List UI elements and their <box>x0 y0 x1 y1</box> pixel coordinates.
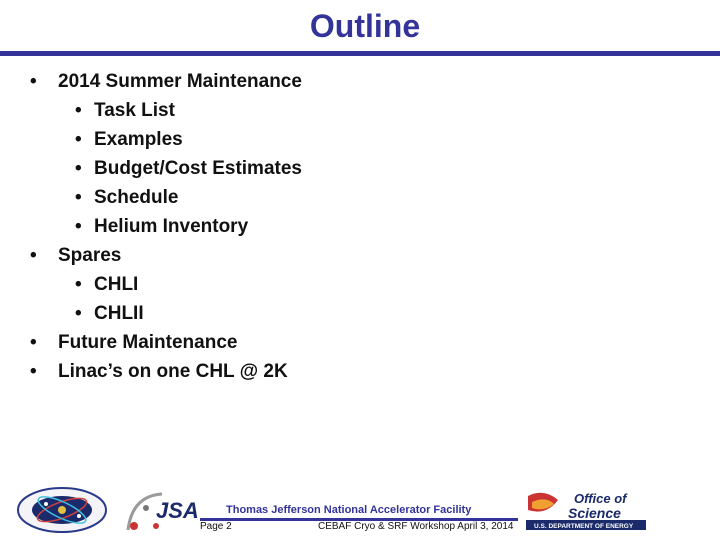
bullet-marker: • <box>30 332 37 353</box>
bullet-marker: • <box>30 361 37 382</box>
slide-footer <box>0 480 720 540</box>
outline-item <box>0 328 720 357</box>
outline-item <box>0 299 720 328</box>
outline-text: Examples <box>94 129 183 150</box>
slide-title: Outline <box>309 8 421 44</box>
bullet-marker: • <box>30 245 37 266</box>
outline-text: CHLII <box>94 303 144 324</box>
outline-item <box>0 183 720 212</box>
outline-text: Budget/Cost Estimates <box>94 158 302 179</box>
title-rule <box>0 51 720 56</box>
nuclear-physics-logo <box>16 486 108 534</box>
outline-list <box>0 67 720 386</box>
outline-text: Schedule <box>94 187 179 208</box>
bullet-marker: • <box>75 100 82 121</box>
outline-text: Future Maintenance <box>58 332 238 353</box>
event-name: CEBAF Cryo & SRF Workshop April 3, 2014 <box>318 521 514 532</box>
doe-logo-line1: Office of <box>574 491 627 506</box>
doe-logo-line2: Science <box>568 505 621 521</box>
outline-text: Task List <box>94 100 175 121</box>
jsa-logo <box>122 486 202 536</box>
outline-item <box>0 67 720 96</box>
lab-name: Thomas Jefferson National Accelerator Facility <box>226 504 472 516</box>
outline-item <box>0 154 720 183</box>
doe-logo-line3: U.S. DEPARTMENT OF ENERGY <box>534 523 634 530</box>
bullet-marker: • <box>75 274 82 295</box>
outline-text: CHLI <box>94 274 139 295</box>
outline-text: Helium Inventory <box>94 216 249 237</box>
outline-item <box>0 270 720 299</box>
bullet-marker: • <box>75 158 82 179</box>
bullet-marker: • <box>30 71 37 92</box>
outline-item <box>0 212 720 241</box>
bullet-marker: • <box>75 187 82 208</box>
bullet-marker: • <box>75 129 82 150</box>
outline-item <box>0 357 720 386</box>
outline-text: Spares <box>58 245 122 266</box>
page-number: Page 2 <box>200 521 232 532</box>
outline-text: 2014 Summer Maintenance <box>58 71 302 92</box>
outline-item <box>0 125 720 154</box>
bullet-marker: • <box>75 303 82 324</box>
outline-text: Linac’s on one CHL @ 2K <box>58 361 288 382</box>
office-of-science-logo <box>524 490 648 534</box>
outline-item <box>0 96 720 125</box>
jsa-logo-text: JSA <box>156 498 199 523</box>
outline-item <box>0 241 720 270</box>
bullet-marker: • <box>75 216 82 237</box>
